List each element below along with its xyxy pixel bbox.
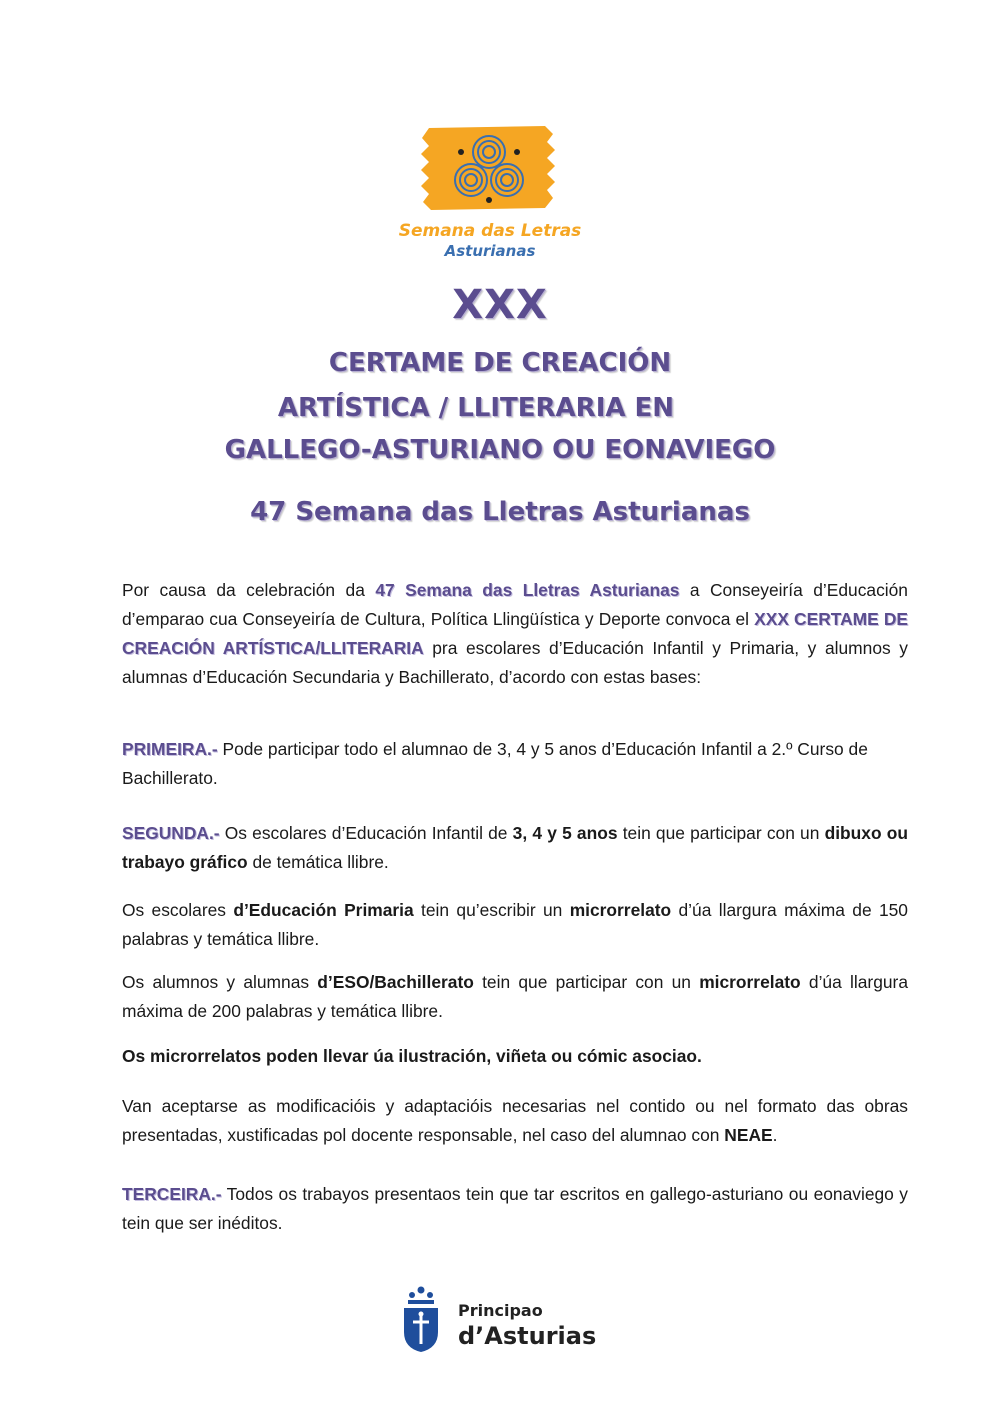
neae-text-2: . <box>772 1125 778 1145</box>
primaria-paragraph <box>122 896 908 954</box>
intro-highlight-semana: 47 Semana das Lletras Asturianas <box>375 580 680 600</box>
ilustracion-text: Os microrrelatos poden llevar úa ilustración, viñeta ou cómic asociao. <box>122 1046 702 1066</box>
intro-text-3: pra escolares d’Educación Infantil y Primaria, y alumnos y alumnas d’Educación Secundaria y Bachillerato, d’acordo con estas bases: <box>122 638 908 687</box>
intro-paragraph <box>122 576 908 692</box>
title-line-2: ARTÍSTICA / LLITERARIA EN <box>277 393 675 423</box>
intro-text-1: Por causa da celebración da <box>122 580 376 600</box>
eso-paragraph <box>122 968 908 1026</box>
principao-asturias-logo <box>400 1284 600 1354</box>
logo-text-line2: Asturianas <box>444 242 536 260</box>
primaria-text-3: d’úa llargura máxima de 150 palabras y temática llibre. <box>122 900 908 949</box>
intro-highlight-certame: XXX CERTAME DE CREACIÓN ARTÍSTICA/LLITERARIA <box>122 609 908 658</box>
primaria-text-1: Os escolares <box>122 900 234 920</box>
terceira-label: TERCEIRA.- <box>122 1184 222 1204</box>
intro-text-2: a Conseyeiría d’Educación d’emparao cua Conseyeiría de Cultura, Política Llingüística y Deporte convoca el <box>122 580 908 629</box>
primeira-label: PRIMEIRA.- <box>122 739 218 759</box>
eso-bold-2: microrrelato <box>699 972 801 992</box>
subtitle: 47 Semana das Lletras Asturianas <box>250 497 750 527</box>
terceira-text: Todos os trabayos presentaos tein que tar escritos en gallego-asturiano ou eonaviego y tein que ser inéditos. <box>122 1184 908 1233</box>
footer-logo-line2: d’Asturias <box>458 1322 597 1350</box>
semana-letras-logo <box>395 124 585 264</box>
primaria-bold-2: microrrelato <box>569 900 672 920</box>
segunda-text-3: de temática llibre. <box>247 852 389 872</box>
segunda-bold-2: dibuxo ou trabayo gráfico <box>122 823 909 872</box>
footer-logo-line1: Principao <box>458 1301 543 1320</box>
title-line-3: GALLEGO-ASTURIANO OU EONAVIEGO <box>224 435 776 465</box>
asturias-coat-of-arms-icon <box>404 1287 438 1353</box>
eso-text-2: tein que participar con un <box>473 972 700 992</box>
title-line-1: CERTAME DE CREACIÓN <box>328 348 672 378</box>
terceira-paragraph <box>122 1180 908 1238</box>
neae-bold: NEAE <box>724 1125 773 1145</box>
primeira-text: Pode participar todo el alumnao de 3, 4 y 5 anos d’Educación Infantil a 2.º Curso de Bachillerato. <box>122 739 868 788</box>
neae-paragraph <box>122 1092 908 1150</box>
eso-text-3: d’úa llargura máxima de 200 palabras y temática llibre. <box>122 972 909 1021</box>
certame-number: XXX <box>452 282 548 328</box>
logo-text-line1: Semana das Letras <box>398 221 582 241</box>
eso-bold-1: d’ESO/Bachillerato <box>317 972 474 992</box>
segunda-label: SEGUNDA.- <box>122 823 220 843</box>
segunda-bold-1: 3, 4 y 5 anos <box>512 823 618 843</box>
primaria-bold-1: d’Educación Primaria <box>233 900 414 920</box>
eso-text-1: Os alumnos y alumnas <box>122 972 318 992</box>
neae-text-1: Van aceptarse as modificacióis y adaptacióis necesarias nel contido ou nel formato das obras presentadas, xustificadas pol docente responsable, nel caso del alumnao con <box>122 1096 908 1145</box>
segunda-text-2: tein que participar con un <box>617 823 825 843</box>
primaria-text-2: tein qu’escribir un <box>413 900 570 920</box>
segunda-paragraph <box>122 819 908 877</box>
primeira-paragraph <box>122 735 908 793</box>
ilustracion-paragraph <box>122 1042 908 1071</box>
segunda-text-1: Os escolares d’Educación Infantil de <box>219 823 513 843</box>
